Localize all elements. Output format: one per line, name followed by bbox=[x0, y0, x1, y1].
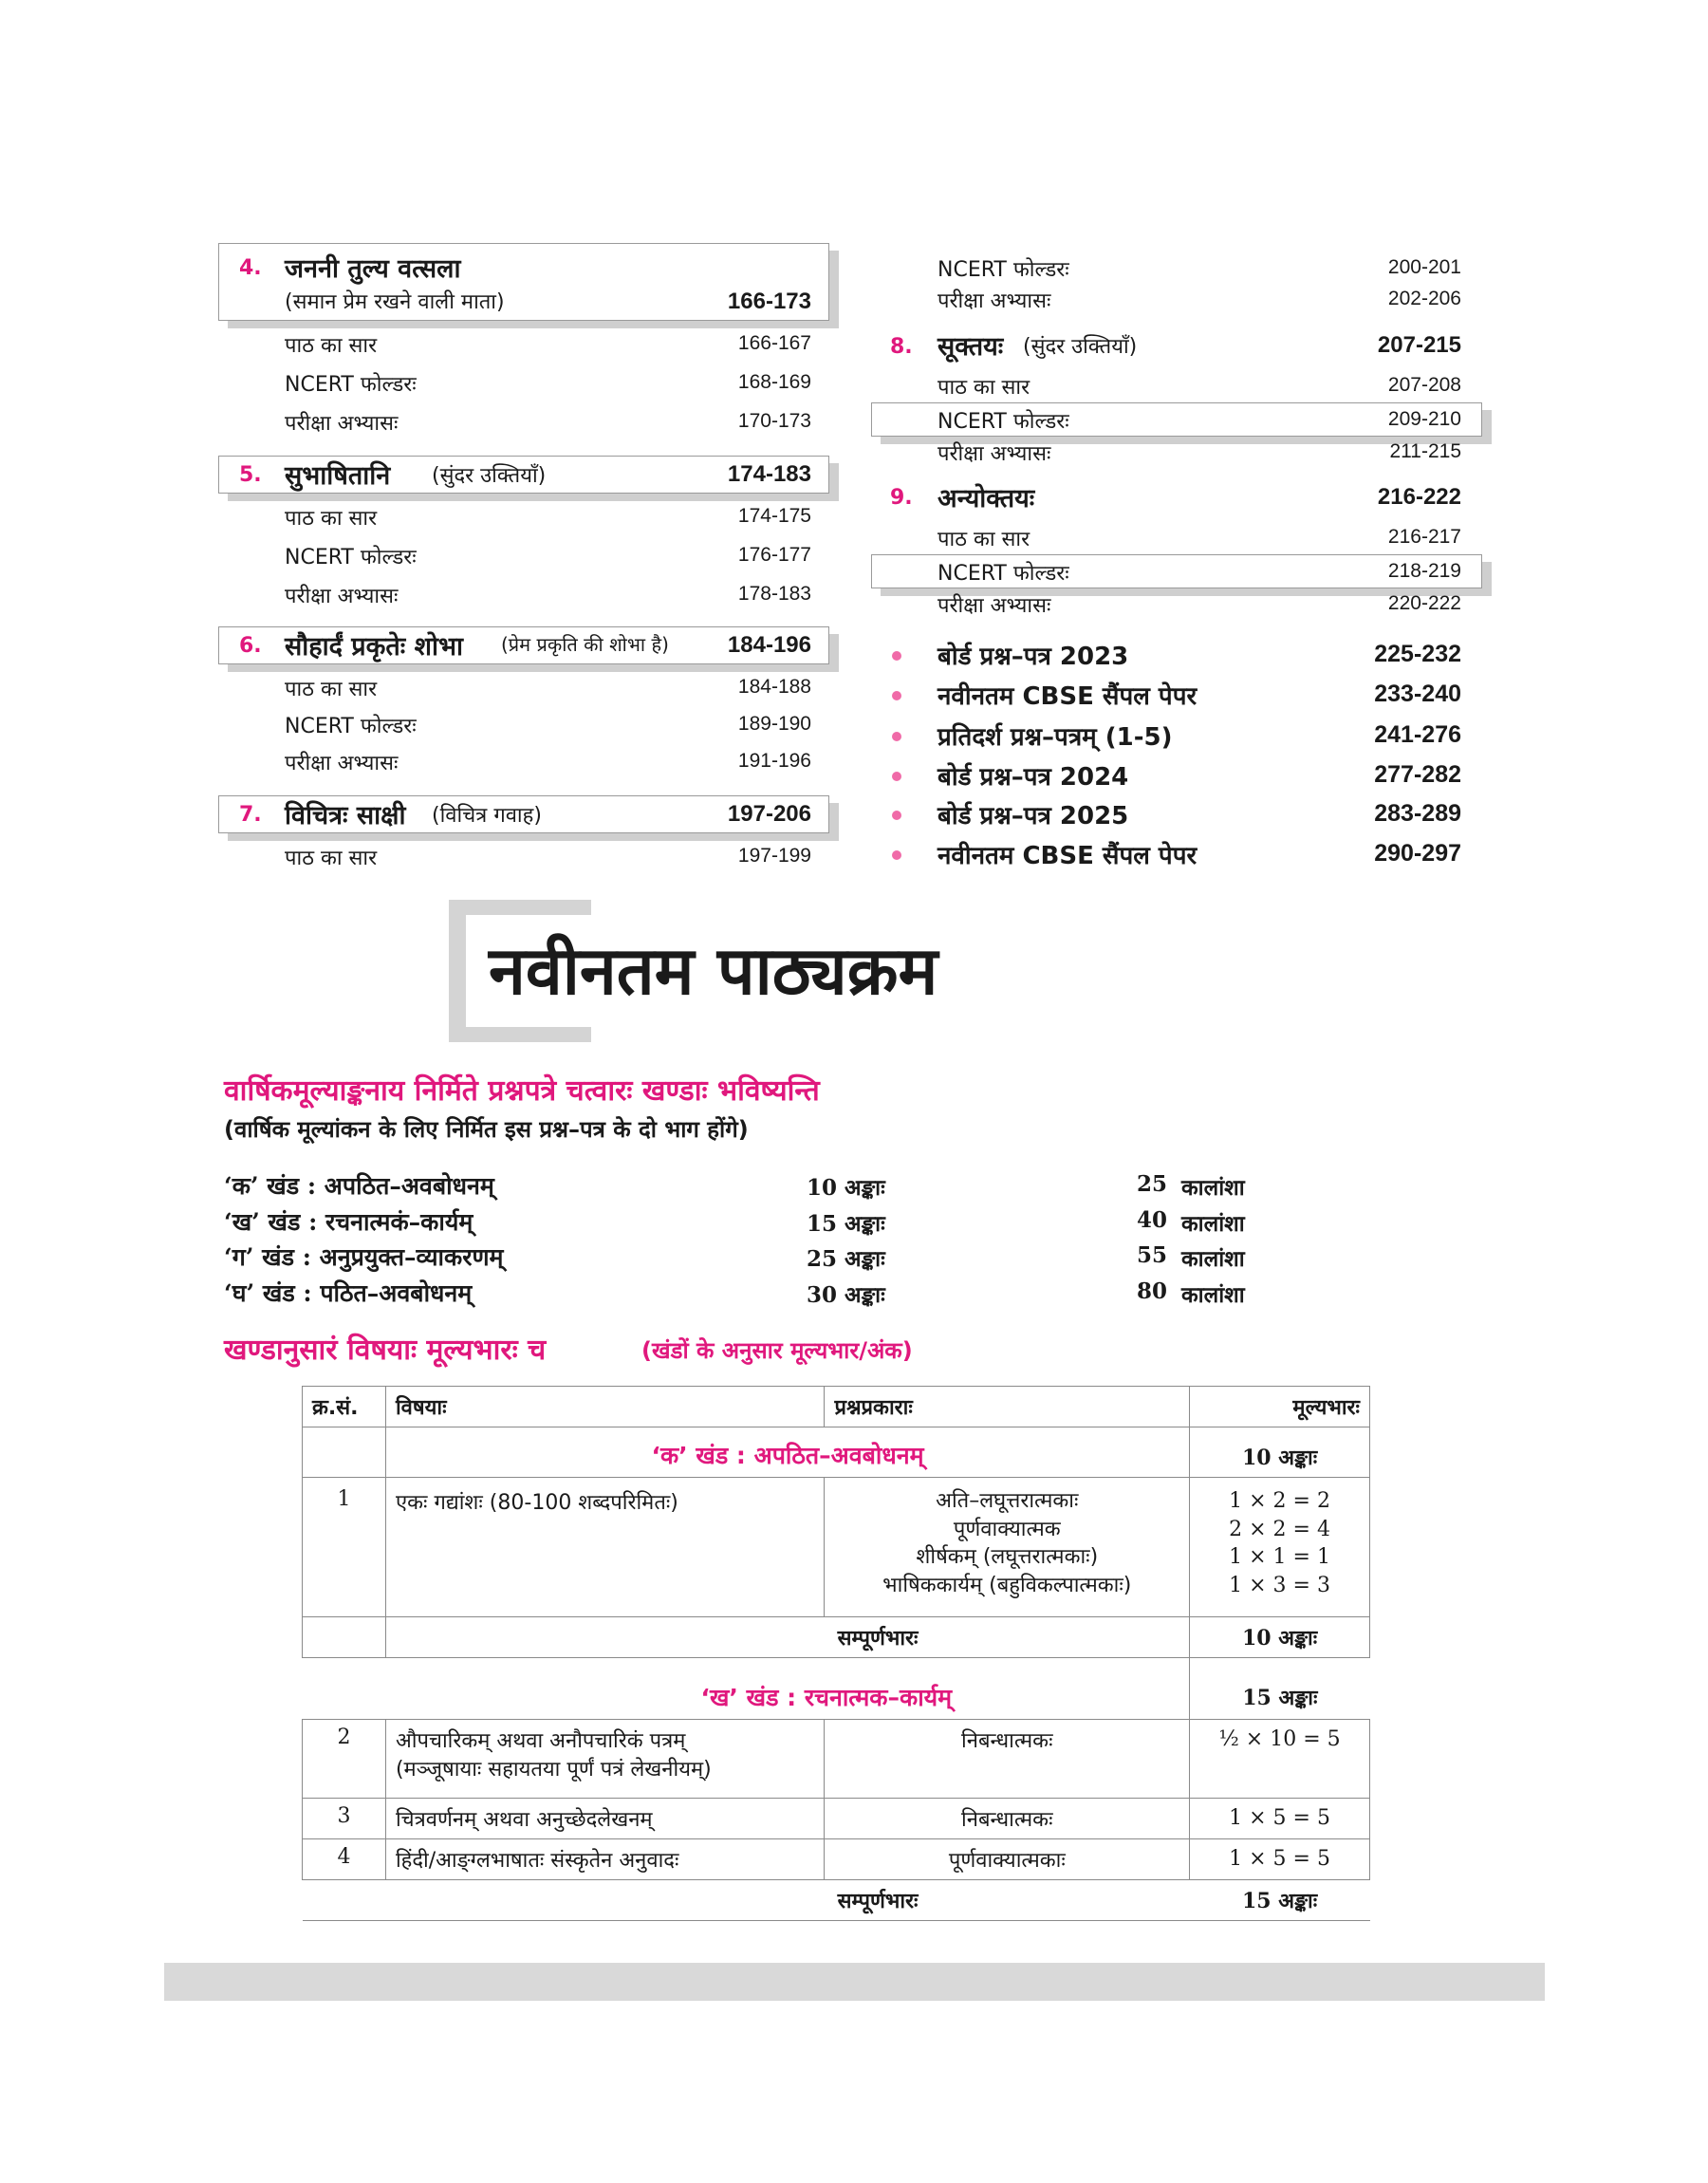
toc-item-pages: 211-215 bbox=[1389, 440, 1461, 462]
chapter-number: 6. bbox=[239, 634, 262, 658]
toc-item-pages: 220-222 bbox=[1387, 592, 1461, 614]
chapter-subtitle: (सुंदर उक्तियाँ) bbox=[432, 464, 547, 488]
type-line: भाषिककार्यम् (बहुविकल्पात्मकाः) bbox=[882, 1574, 1132, 1598]
chapter-subtitle: (प्रेम प्रकृति की शोभा है) bbox=[501, 633, 669, 656]
section-a-marks: 10 अङ्काः bbox=[1190, 1427, 1370, 1478]
total-b-marks: 15 अङ्काः bbox=[1190, 1880, 1370, 1921]
khand-marks: 10 अङ्काः bbox=[807, 1175, 885, 1201]
row-sn: 1 bbox=[303, 1478, 386, 1617]
toc-extra-item[interactable]: बोर्ड प्रश्न–पत्र 2025 bbox=[938, 802, 1129, 830]
total-b-label: सम्पूर्णभारः bbox=[385, 1880, 1189, 1921]
toc-item-pages: 184-188 bbox=[737, 676, 811, 698]
khand-periods: कालांशा bbox=[1181, 1246, 1245, 1272]
table-row bbox=[303, 1720, 1370, 1799]
toc-item[interactable]: परीक्षा अभ्यासः bbox=[938, 594, 1051, 618]
bullet-icon bbox=[892, 811, 901, 820]
row-topic bbox=[385, 1720, 825, 1799]
total-b-row bbox=[303, 1880, 1370, 1921]
toc-item-pages: 174-175 bbox=[737, 505, 811, 527]
toc-item-pages: 218-219 bbox=[1387, 560, 1461, 582]
khand-periods: कालांशा bbox=[1181, 1175, 1245, 1201]
toc-item[interactable]: परीक्षा अभ्यासः bbox=[938, 442, 1051, 466]
toc-item[interactable]: NCERT फोल्डरः bbox=[285, 546, 417, 569]
row-sn: 3 bbox=[303, 1799, 386, 1839]
row-sn: 4 bbox=[303, 1839, 386, 1880]
toc-extra-item[interactable]: प्रतिदर्श प्रश्न–पत्रम् (1-5) bbox=[938, 723, 1173, 752]
chapter-title[interactable]: विचित्रः साक्षी bbox=[285, 801, 406, 830]
khand-periods-num: 25 bbox=[1137, 1171, 1168, 1197]
row-marks: ½ × 10 = 5 bbox=[1190, 1720, 1370, 1799]
chapter-subtitle: (सुंदर उक्तियाँ) bbox=[1023, 335, 1138, 359]
toc-item[interactable]: NCERT फोल्डरः bbox=[938, 410, 1069, 434]
section-title-frame bbox=[449, 900, 1075, 1042]
toc-item[interactable]: NCERT फोल्डरः bbox=[938, 258, 1069, 282]
exam-structure-subheading: (वार्षिक मूल्यांकन के लिए निर्मित इस प्रश्न–पत्र के दो भाग होंगे) bbox=[224, 1116, 749, 1143]
khand-label: ‘ग’ खंड : अनुप्रयुक्त–व्याकरणम् bbox=[224, 1243, 504, 1271]
toc-extra-pages: 283-289 bbox=[1374, 800, 1461, 827]
row-topic: चित्रवर्णनम् अथवा अनुच्छेदलेखनम् bbox=[385, 1799, 825, 1839]
bullet-icon bbox=[892, 651, 901, 661]
col-header-marks: मूल्यभारः bbox=[1190, 1387, 1370, 1427]
chapter-number: 4. bbox=[239, 256, 262, 280]
toc-item-pages: 166-167 bbox=[737, 332, 811, 354]
section-b-marks: 15 अङ्काः bbox=[1190, 1658, 1370, 1720]
toc-item-pages: 209-210 bbox=[1387, 408, 1461, 430]
bullet-icon bbox=[892, 850, 901, 860]
toc-item-pages: 176-177 bbox=[737, 544, 811, 566]
marks-line: 1 × 1 = 1 bbox=[1229, 1545, 1330, 1570]
toc-item-pages: 216-217 bbox=[1387, 526, 1461, 548]
toc-item-pages: 202-206 bbox=[1387, 288, 1461, 309]
chapter-subtitle: (समान प्रेम रखने वाली माता) bbox=[285, 290, 505, 314]
toc-extra-pages: 277-282 bbox=[1374, 761, 1461, 788]
toc-item[interactable]: पाठ का सार bbox=[285, 507, 378, 531]
topic-line: (मञ्जूषायाः सहायतया पूर्णं पत्रं लेखनीयम्) bbox=[395, 1758, 712, 1782]
khand-periods: कालांशा bbox=[1181, 1282, 1245, 1308]
toc-extra-item[interactable]: बोर्ड प्रश्न–पत्र 2023 bbox=[938, 643, 1129, 671]
chapter-pages: 184-196 bbox=[727, 632, 811, 658]
marks-distribution-heading: खण्डानुसारं विषयाः मूल्यभारः च bbox=[224, 1334, 547, 1367]
chapter-subtitle: (विचित्र गवाह) bbox=[432, 804, 542, 828]
khand-periods: कालांशा bbox=[1181, 1211, 1245, 1237]
khand-periods-num: 55 bbox=[1137, 1242, 1168, 1268]
footer-bar bbox=[164, 1963, 1545, 2001]
section-title: नवीनतम पाठ्यक्रम bbox=[489, 932, 938, 1010]
toc-item[interactable]: NCERT फोल्डरः bbox=[285, 373, 417, 397]
type-line: शीर्षकम् (लघूत्तरात्मकाः) bbox=[916, 1545, 1099, 1570]
topic-line: औपचारिकम् अथवा अनौपचारिकं पत्रम् bbox=[395, 1729, 686, 1753]
col-header-sn: क्र.सं. bbox=[303, 1387, 386, 1427]
toc-item[interactable]: पाठ का सार bbox=[938, 376, 1030, 400]
toc-extra-pages: 241-276 bbox=[1374, 721, 1461, 748]
row-marks: 1 × 5 = 5 bbox=[1190, 1799, 1370, 1839]
bullet-icon bbox=[892, 732, 901, 741]
chapter-pages: 216-222 bbox=[1377, 484, 1461, 510]
chapter-number: 5. bbox=[239, 463, 262, 487]
chapter-pages: 166-173 bbox=[727, 289, 811, 314]
total-a-row bbox=[303, 1617, 1370, 1658]
toc-item[interactable]: NCERT फोल्डरः bbox=[285, 715, 417, 738]
type-line: पूर्णवाक्यात्मक bbox=[953, 1517, 1061, 1541]
marks-distribution-subheading: (खंडों के अनुसार मूल्यभार/अंक) bbox=[641, 1337, 913, 1364]
chapter-title[interactable]: जननी तुल्य वत्सला bbox=[285, 254, 461, 284]
toc-item[interactable]: परीक्षा अभ्यासः bbox=[285, 585, 399, 608]
toc-item-pages: 197-199 bbox=[737, 845, 811, 867]
section-a-row bbox=[303, 1427, 1370, 1478]
exam-structure-heading: वार्षिकमूल्याङ्कनाय निर्मिते प्रश्नपत्रे चत्वारः खण्डाः भविष्यन्ति bbox=[224, 1074, 820, 1108]
table-row bbox=[303, 1478, 1370, 1617]
chapter-title[interactable]: सूक्तयः bbox=[938, 332, 1004, 362]
toc-item[interactable]: परीक्षा अभ्यासः bbox=[285, 412, 399, 436]
chapter-number: 7. bbox=[239, 803, 262, 827]
chapter-number: 8. bbox=[890, 335, 913, 359]
chapter-pages: 197-206 bbox=[727, 801, 811, 827]
toc-item[interactable]: परीक्षा अभ्यासः bbox=[938, 289, 1051, 313]
marks-line: 1 × 3 = 3 bbox=[1229, 1574, 1330, 1598]
toc-item[interactable]: पाठ का सार bbox=[938, 528, 1030, 551]
row-topic: एकः गद्यांशः (80-100 शब्दपरिमितः) bbox=[385, 1478, 825, 1617]
section-b-title: ‘ख’ खंड : रचनात्मक–कार्यम् bbox=[303, 1658, 1190, 1720]
row-type: निबन्धात्मकः bbox=[825, 1799, 1190, 1839]
khand-marks: 15 अङ्काः bbox=[807, 1211, 885, 1237]
toc-extra-pages: 233-240 bbox=[1374, 681, 1461, 707]
toc-extra-item[interactable]: बोर्ड प्रश्न–पत्र 2024 bbox=[938, 763, 1129, 792]
chapter-title[interactable]: अन्योक्तयः bbox=[938, 484, 1035, 513]
toc-extra-pages: 290-297 bbox=[1374, 840, 1461, 867]
bullet-icon bbox=[892, 691, 901, 700]
row-type: निबन्धात्मकः bbox=[825, 1720, 1190, 1799]
chapter-pages: 207-215 bbox=[1377, 332, 1461, 358]
toc-item-pages: 178-183 bbox=[737, 583, 811, 605]
khand-marks: 30 अङ्काः bbox=[807, 1282, 885, 1308]
total-a-marks: 10 अङ्काः bbox=[1190, 1617, 1370, 1658]
syllabus-table bbox=[302, 1386, 1370, 1921]
toc-item-pages: 207-208 bbox=[1387, 374, 1461, 396]
khand-marks: 25 अङ्काः bbox=[807, 1246, 885, 1272]
table-row bbox=[303, 1839, 1370, 1880]
section-a-title: ‘क’ खंड : अपठित–अवबोधनम् bbox=[385, 1427, 1189, 1478]
khand-label: ‘ख’ खंड : रचनात्मकं–कार्यम् bbox=[224, 1208, 473, 1236]
marks-line: 1 × 2 = 2 bbox=[1229, 1489, 1330, 1513]
row-marks: 1 × 5 = 5 bbox=[1190, 1839, 1370, 1880]
table-row bbox=[303, 1799, 1370, 1839]
toc-extra-item[interactable]: नवीनतम CBSE सैंपल पेपर bbox=[938, 682, 1197, 711]
toc-item-pages: 200-201 bbox=[1387, 256, 1461, 278]
type-line: अति–लघूत्तरात्मकाः bbox=[936, 1489, 1079, 1513]
row-topic: हिंदी/आङ्ग्लभाषातः संस्कृतेन अनुवादः bbox=[385, 1839, 825, 1880]
khand-label: ‘क’ खंड : अपठित–अवबोधनम् bbox=[224, 1172, 494, 1200]
toc-item-pages: 170-173 bbox=[737, 410, 811, 432]
toc-extra-item[interactable]: नवीनतम CBSE सैंपल पेपर bbox=[938, 842, 1197, 870]
row-sn: 2 bbox=[303, 1720, 386, 1799]
toc-item[interactable]: पाठ का सार bbox=[285, 334, 378, 358]
khand-periods-num: 80 bbox=[1137, 1278, 1168, 1304]
col-header-type: प्रश्नप्रकाराः bbox=[825, 1387, 1190, 1427]
toc-item[interactable]: परीक्षा अभ्यासः bbox=[285, 752, 399, 775]
bullet-icon bbox=[892, 772, 901, 781]
khand-label: ‘घ’ खंड : पठित–अवबोधनम् bbox=[224, 1279, 473, 1307]
toc-item-pages: 168-169 bbox=[737, 371, 811, 393]
col-header-topic: विषयाः bbox=[385, 1387, 825, 1427]
chapter-title[interactable]: सौहार्दं प्रकृतेः शोभा bbox=[285, 632, 463, 662]
toc-item-pages: 189-190 bbox=[737, 713, 811, 735]
row-types bbox=[825, 1478, 1190, 1617]
khand-periods-num: 40 bbox=[1137, 1207, 1168, 1233]
toc-item[interactable]: पाठ का सार bbox=[285, 847, 378, 870]
chapter-title[interactable]: सुभाषितानि bbox=[285, 461, 391, 491]
chapter-pages: 174-183 bbox=[727, 461, 811, 487]
toc-item[interactable]: पाठ का सार bbox=[285, 678, 378, 701]
chapter-number: 9. bbox=[890, 486, 913, 510]
marks-line: 2 × 2 = 4 bbox=[1229, 1517, 1330, 1541]
row-marks bbox=[1190, 1478, 1370, 1617]
table-header-row bbox=[303, 1387, 1370, 1427]
row-type: पूर्णवाक्यात्मकाः bbox=[825, 1839, 1190, 1880]
toc-item[interactable]: NCERT फोल्डरः bbox=[938, 562, 1069, 586]
toc-extra-pages: 225-232 bbox=[1374, 641, 1461, 667]
total-a-label: सम्पूर्णभारः bbox=[385, 1617, 1189, 1658]
section-b-row bbox=[303, 1658, 1370, 1720]
toc-item-pages: 191-196 bbox=[737, 750, 811, 772]
